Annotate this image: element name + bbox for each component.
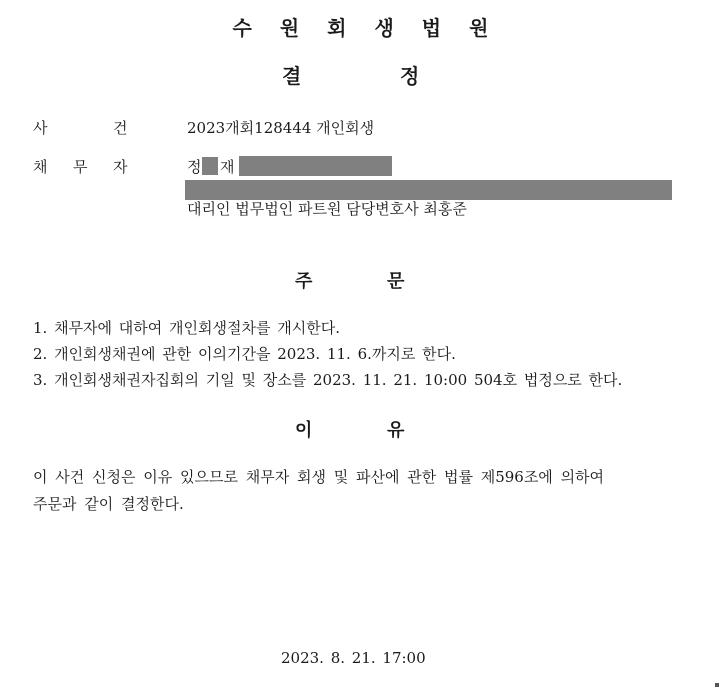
reason-text-line-2: 주문과 같이 결정한다. (33, 495, 184, 513)
decision-date: 2023. 8. 21. 17:00 (281, 649, 426, 667)
doc-type-char-2: 정 (400, 64, 420, 88)
order-item-3: 3. 개인회생채권자집회의 기일 및 장소를 2023. 11. 21. 10:00 504호 법정으로 한다. (33, 371, 623, 389)
reason-heading-char-1: 이 (295, 420, 313, 441)
case-label-char-2: 건 (113, 119, 128, 137)
redaction-block (239, 156, 392, 176)
order-item-2: 2. 개인회생채권에 관한 이의기간을 2023. 11. 6.까지로 한다. (33, 345, 456, 363)
order-heading-char-1: 주 (295, 271, 313, 292)
order-item-1: 1. 채무자에 대하여 개인회생절차를 개시한다. (33, 319, 340, 337)
reason-text-line-1: 이 사건 신청은 이유 있으므로 채무자 회생 및 파산에 관한 법률 제596조에 의하여 (33, 468, 605, 486)
reason-heading-char-2: 유 (387, 420, 405, 441)
order-heading-char-2: 문 (387, 271, 405, 292)
court-name-title: 수원회생법원 (232, 16, 517, 40)
redaction-block (185, 180, 672, 200)
redaction-block (202, 157, 218, 175)
case-label-char-1: 사 (33, 119, 48, 137)
debtor-name-first: 정 (187, 158, 202, 176)
doc-type-char-1: 결 (282, 64, 302, 88)
debtor-label-char-1: 채 (33, 158, 48, 176)
corner-mark (715, 683, 719, 687)
debtor-name-last: 재 (220, 158, 235, 176)
case-number: 2023개회128444 개인회생 (187, 119, 375, 137)
debtor-label-char-2: 무 (73, 158, 88, 176)
debtor-agent: 대리인 법무법인 파트원 담당변호사 최홍준 (187, 200, 467, 218)
debtor-label-char-3: 자 (113, 158, 128, 176)
